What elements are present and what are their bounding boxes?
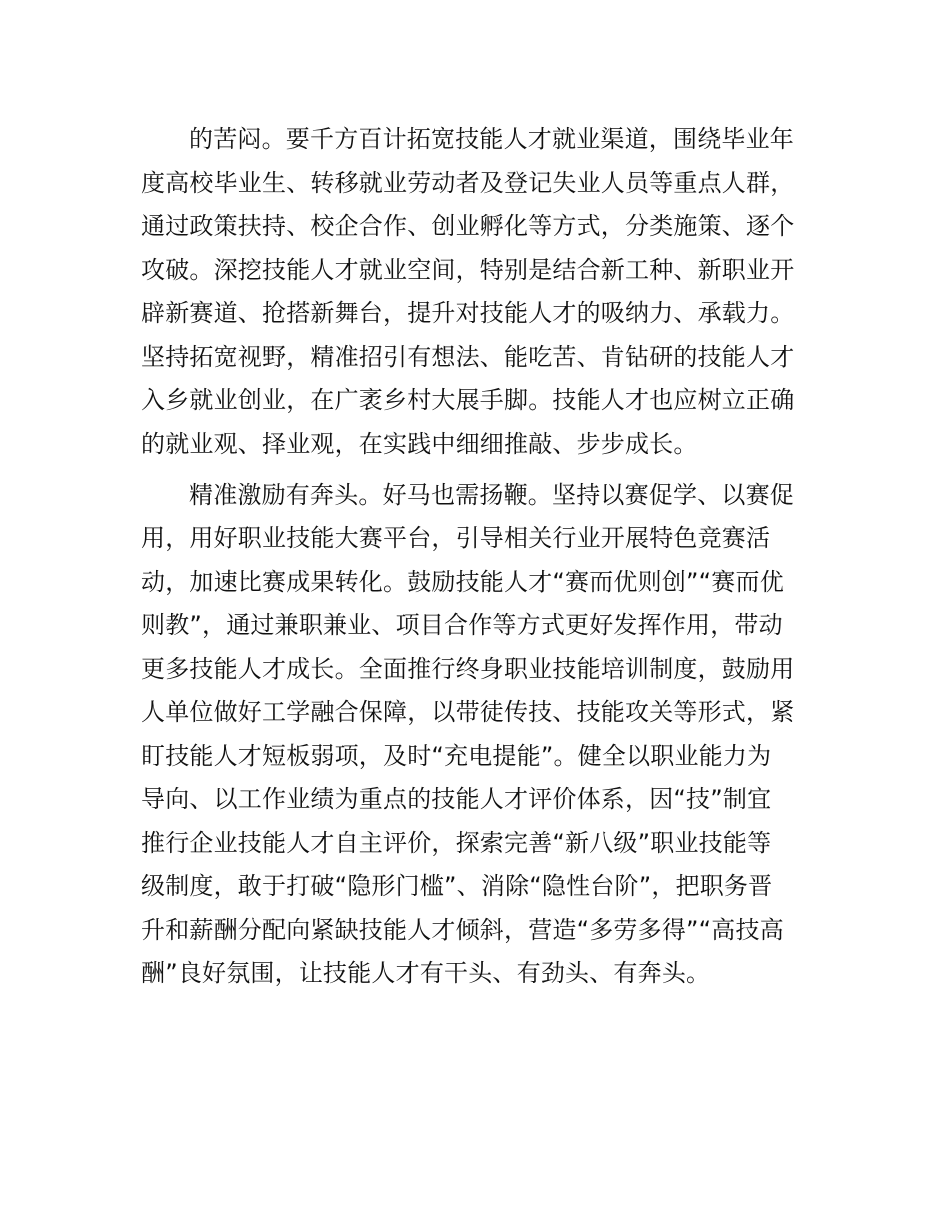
paragraph-2-line-7: 盯技能人才短板弱项，及时“充电提能”。健全以职业能力为 (141, 742, 772, 770)
paragraph-2-line-3: 动，加速比赛成果转化。鼓励技能人才“赛而优则创”“赛而优 (141, 568, 784, 596)
paragraph-1-line-2: 度高校毕业生、转移就业劳动者及登记失业人员等重点人群， (141, 169, 795, 197)
paragraph-2-line-8: 导向、以工作业绩为重点的技能人才评价体系，因“技”制宜 (141, 785, 772, 813)
paragraph-2-line-2: 用，用好职业技能大赛平台，引导相关行业开展特色竞赛活 (141, 524, 771, 552)
paragraph-1-line-8: 的就业观、择业观，在实践中细细推敲、步步成长。 (141, 430, 698, 458)
paragraph-2-line-10: 级制度，敢于打破“隐形门槛”、消除“隐性台阶”，把职务晋 (141, 872, 773, 900)
paragraph-2-line-5: 更多技能人才成长。全面推行终身职业技能培训制度，鼓励用 (141, 655, 795, 683)
paragraph-2-line-11: 升和薪酬分配向紧缺技能人才倾斜，营造“多劳多得”“高技高 (141, 916, 784, 944)
paragraph-1-line-5: 辟新赛道、抢搭新舞台，提升对技能人才的吸纳力、承载力。 (141, 299, 795, 327)
paragraph-2-line-12: 酬”良好氛围，让技能人才有干头、有劲头、有奔头。 (141, 959, 711, 987)
paragraph-2-line-1: 精准激励有奔头。好马也需扬鞭。坚持以赛促学、以赛促 (189, 481, 794, 509)
paragraph-2-line-4: 则教”，通过兼职兼业、项目合作等方式更好发挥作用，带动 (141, 611, 783, 639)
paragraph-1-line-4: 攻破。深挖技能人才就业空间，特别是结合新工种、新职业开 (141, 256, 795, 284)
paragraph-1-line-3: 通过政策扶持、校企合作、创业孵化等方式，分类施策、逐个 (141, 212, 795, 240)
paragraph-1-line-7: 入乡就业创业，在广袤乡村大展手脚。技能人才也应树立正确 (141, 386, 795, 414)
paragraph-1-line-1: 的苦闷。要千方百计拓宽技能人才就业渠道，围绕毕业年 (189, 125, 794, 153)
paragraph-1-line-6: 坚持拓宽视野，精准招引有想法、能吃苦、肯钻研的技能人才 (141, 343, 795, 371)
paragraph-2-line-9: 推行企业技能人才自主评价，探索完善“新八级”职业技能等 (141, 829, 772, 857)
paragraph-2-line-6: 人单位做好工学融合保障，以带徒传技、技能攻关等形式，紧 (141, 698, 795, 726)
